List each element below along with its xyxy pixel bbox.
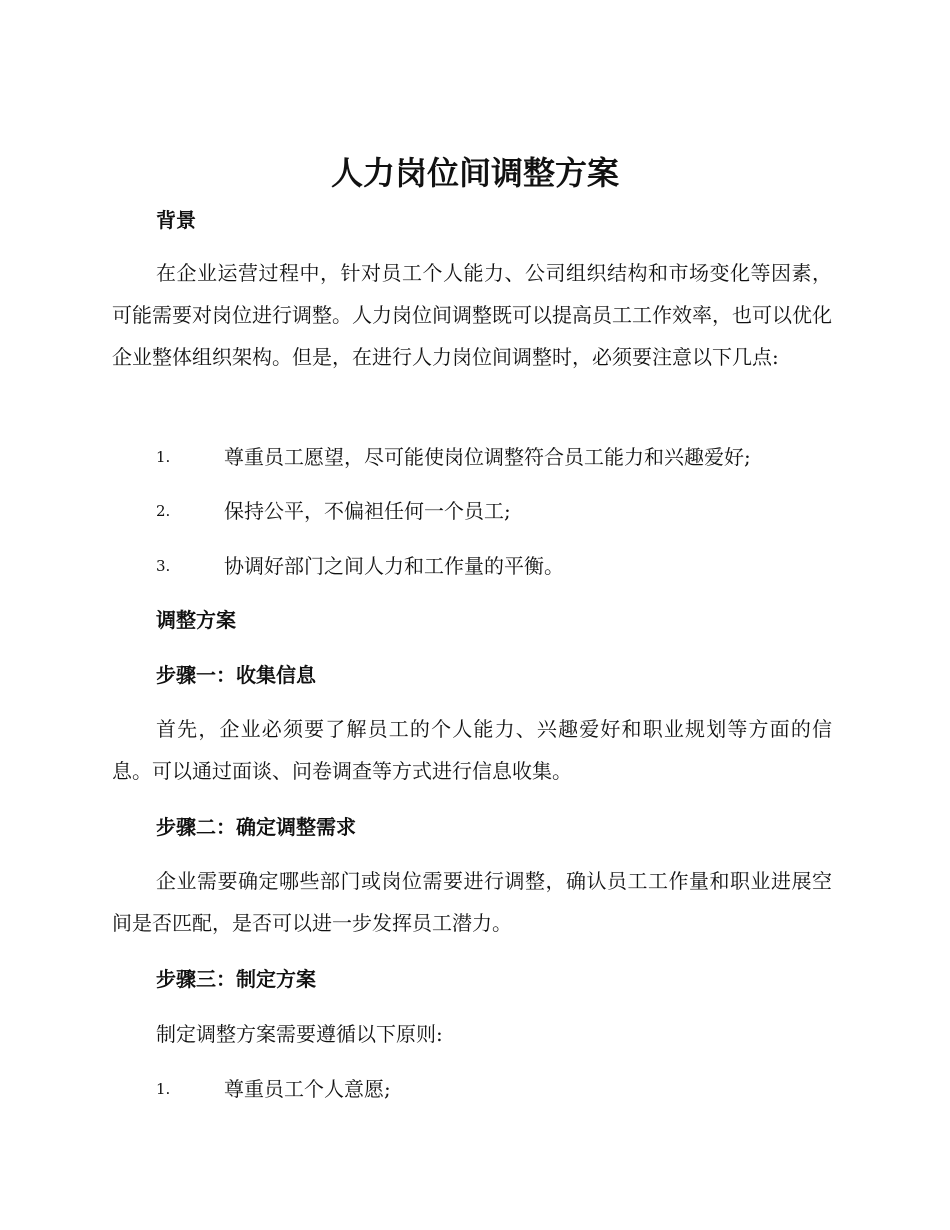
- list-item-text: 尊重员工个人意愿;: [224, 1077, 391, 1101]
- step2-heading: 步骤二：确定调整需求: [156, 815, 356, 839]
- list-item-text: 协调好部门之间人力和工作量的平衡。: [224, 554, 564, 578]
- section-heading-background: 背景: [156, 208, 196, 232]
- list-item-text: 尊重员工愿望，尽可能使岗位调整符合员工能力和兴趣爱好;: [224, 445, 751, 469]
- step1-heading: 步骤一：收集信息: [156, 663, 316, 687]
- document-title: 人力岗位间调整方案: [330, 154, 619, 192]
- step2-paragraph: 企业需要确定哪些部门或岗位需要进行调整，确认员工工作量和职业进展空间是否匹配，是否可以进一步发挥员工潜力。: [112, 869, 832, 935]
- list-item-number: 1.: [156, 1080, 171, 1098]
- list-item-number: 1.: [156, 448, 171, 466]
- step3-intro: 制定调整方案需要遵循以下原则:: [156, 1022, 443, 1046]
- list-item-number: 2.: [156, 502, 171, 520]
- list-item-number: 3.: [156, 557, 171, 575]
- background-paragraph: 在企业运营过程中，针对员工个人能力、公司组织结构和市场变化等因素，可能需要对岗位进行调整。人力岗位间调整既可以提高员工工作效率，也可以优化企业整体组织架构。但是，在进行人力岗位间调整时，必须要注意以下几点:: [112, 261, 832, 369]
- section-heading-plan: 调整方案: [156, 608, 236, 632]
- step3-heading: 步骤三：制定方案: [156, 967, 316, 991]
- step1-paragraph: 首先，企业必须要了解员工的个人能力、兴趣爱好和职业规划等方面的信息。可以通过面谈、问卷调查等方式进行信息收集。: [112, 717, 832, 783]
- list-item-text: 保持公平，不偏袒任何一个员工;: [224, 499, 511, 523]
